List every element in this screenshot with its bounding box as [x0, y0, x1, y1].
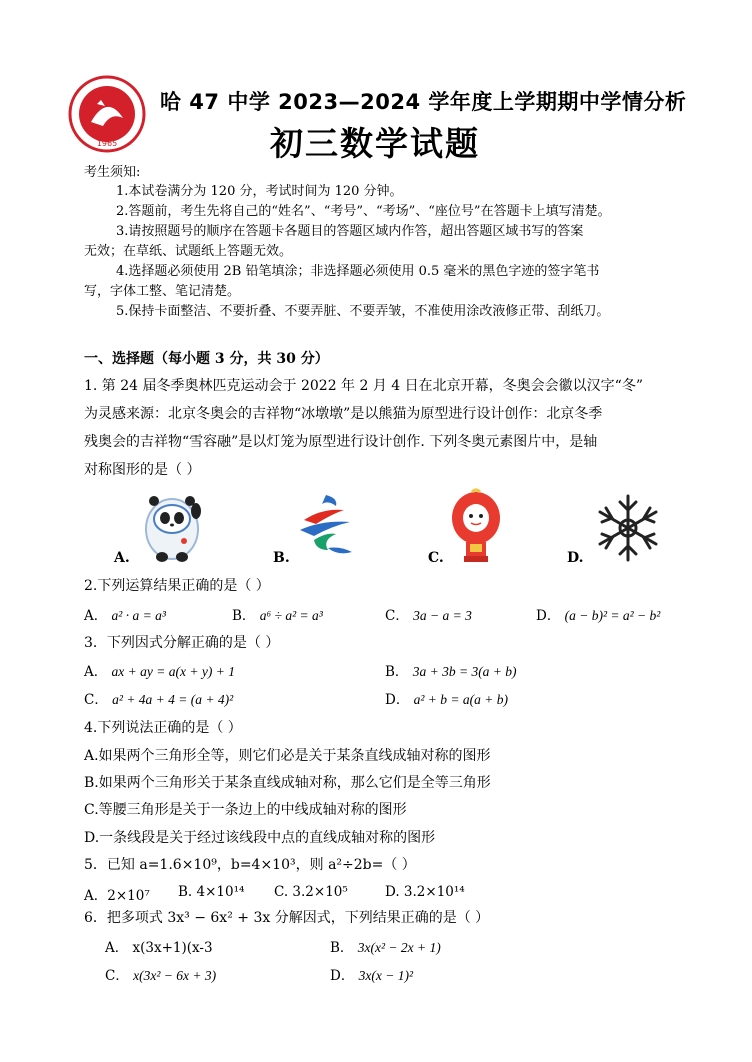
exam-subtitle: 初三数学试题	[270, 124, 480, 163]
question-6-option-b: B． 3x(x² − 2x + 1)	[330, 940, 441, 956]
question-5-option-a: A．2×10⁷	[84, 888, 150, 904]
notice-item: 2.答题前，考生先将自己的“姓名”、“考号”、“考场”、“座位号”在答题卡上填写清楚。	[116, 204, 611, 219]
question-1-line: 1. 第 24 届冬季奥林匹克运动会于 2022 年 2 月 4 日在北京开幕，冬奥会会徽以汉字“冬”	[84, 378, 643, 394]
question-2-option-b: B． a⁶ ÷ a² = a³	[232, 608, 323, 624]
question-2-stem: 2.下列运算结果正确的是（ ）	[84, 578, 270, 594]
notice-item: 5.保持卡面整洁、不要折叠、不要弄脏、不要弄皱，不准使用涂改液修正带、刮纸刀。	[116, 304, 610, 319]
option-c-label: C.	[428, 550, 444, 566]
question-5-option-b: B. 4×10¹⁴	[178, 884, 245, 900]
option-b-label: B.	[273, 550, 290, 566]
question-4-option-b: B.如果两个三角形关于某条直线成轴对称，那么它们是全等三角形	[84, 775, 491, 791]
notice-heading: 考生须知:	[84, 165, 141, 180]
option-d-label: D.	[567, 550, 584, 566]
exam-title: 哈 47 中学 2023—2024 学年度上学期期中学情分析	[160, 90, 687, 114]
snowflake-image	[590, 490, 666, 566]
question-2-option-a: A． a² · a = a³	[84, 608, 166, 624]
notice-item: 无效；在草纸、试题纸上答题无效。	[84, 244, 293, 259]
shuey-rhon-rhon-image	[446, 488, 506, 566]
question-3-option-a: A． ax + ay = a(x + y) + 1	[84, 664, 235, 680]
question-6-option-a: A． x(3x+1)(x-3	[105, 940, 213, 956]
question-5-stem: 5．已知 a=1.6×10⁹，b=4×10³，则 a²÷2b=（ ）	[84, 857, 416, 873]
bing-dwen-dwen-image	[132, 485, 212, 565]
question-3-option-b: B． 3a + 3b = 3(a + b)	[385, 664, 517, 680]
option-a-label: A.	[114, 550, 130, 566]
question-3-stem: 3．下列因式分解正确的是（ ）	[84, 635, 280, 651]
question-6-option-c: C． x(3x² − 6x + 3)	[105, 968, 217, 984]
question-6-option-d: D． 3x(x − 1)²	[330, 968, 414, 984]
svg-text:1965: 1965	[96, 139, 118, 148]
question-3-option-c: C． a² + 4a + 4 = (a + 4)²	[84, 692, 234, 708]
notice-item: 3.请按照题号的顺序在答题卡各题目的答题区域内作答，超出答题区域书写的答案	[116, 224, 584, 239]
question-2-option-d: D． (a − b)² = a² − b²	[536, 608, 661, 624]
notice-item: 写，字体工整、笔记清楚。	[84, 284, 241, 299]
notice-item: 1.本试卷满分为 120 分，考试时间为 120 分钟。	[116, 184, 403, 199]
question-1-line: 对称图形的是（ ）	[84, 462, 201, 478]
winter-olympics-emblem-image	[292, 490, 362, 560]
question-5-option-c: C. 3.2×10⁵	[274, 884, 348, 900]
section-heading: 一、选择题（每小题 3 分，共 30 分）	[84, 351, 329, 367]
question-4-option-c: C.等腰三角形是关于一条边上的中线成轴对称的图形	[84, 802, 407, 818]
question-6-stem: 6．把多项式 3x³ − 6x² + 3x 分解因式，下列结果正确的是（ ）	[84, 910, 490, 926]
question-3-option-d: D． a² + b = a(a + b)	[385, 692, 508, 708]
question-1-line: 残奥会的吉祥物“雪容融”是以灯笼为原型进行设计创作. 下列冬奥元素图片中，是轴	[84, 434, 598, 450]
question-5-option-d: D. 3.2×10¹⁴	[385, 884, 465, 900]
question-2-option-c: C． 3a − a = 3	[385, 608, 472, 624]
question-1-line: 为灵感来源：北京冬奥会的吉祥物“冰墩墩”是以熊猫为原型进行设计创作：北京冬季	[84, 406, 603, 422]
school-logo	[67, 74, 147, 154]
question-4-stem: 4.下列说法正确的是（ ）	[84, 720, 242, 736]
question-4-option-a: A.如果两个三角形全等，则它们必是关于某条直线成轴对称的图形	[84, 748, 491, 764]
notice-item: 4.选择题必须使用 2B 铅笔填涂；非选择题必须使用 0.5 毫米的黑色字迹的签字笔书	[116, 264, 600, 279]
question-4-option-d: D.一条线段是关于经过该线段中点的直线成轴对称的图形	[84, 830, 436, 846]
